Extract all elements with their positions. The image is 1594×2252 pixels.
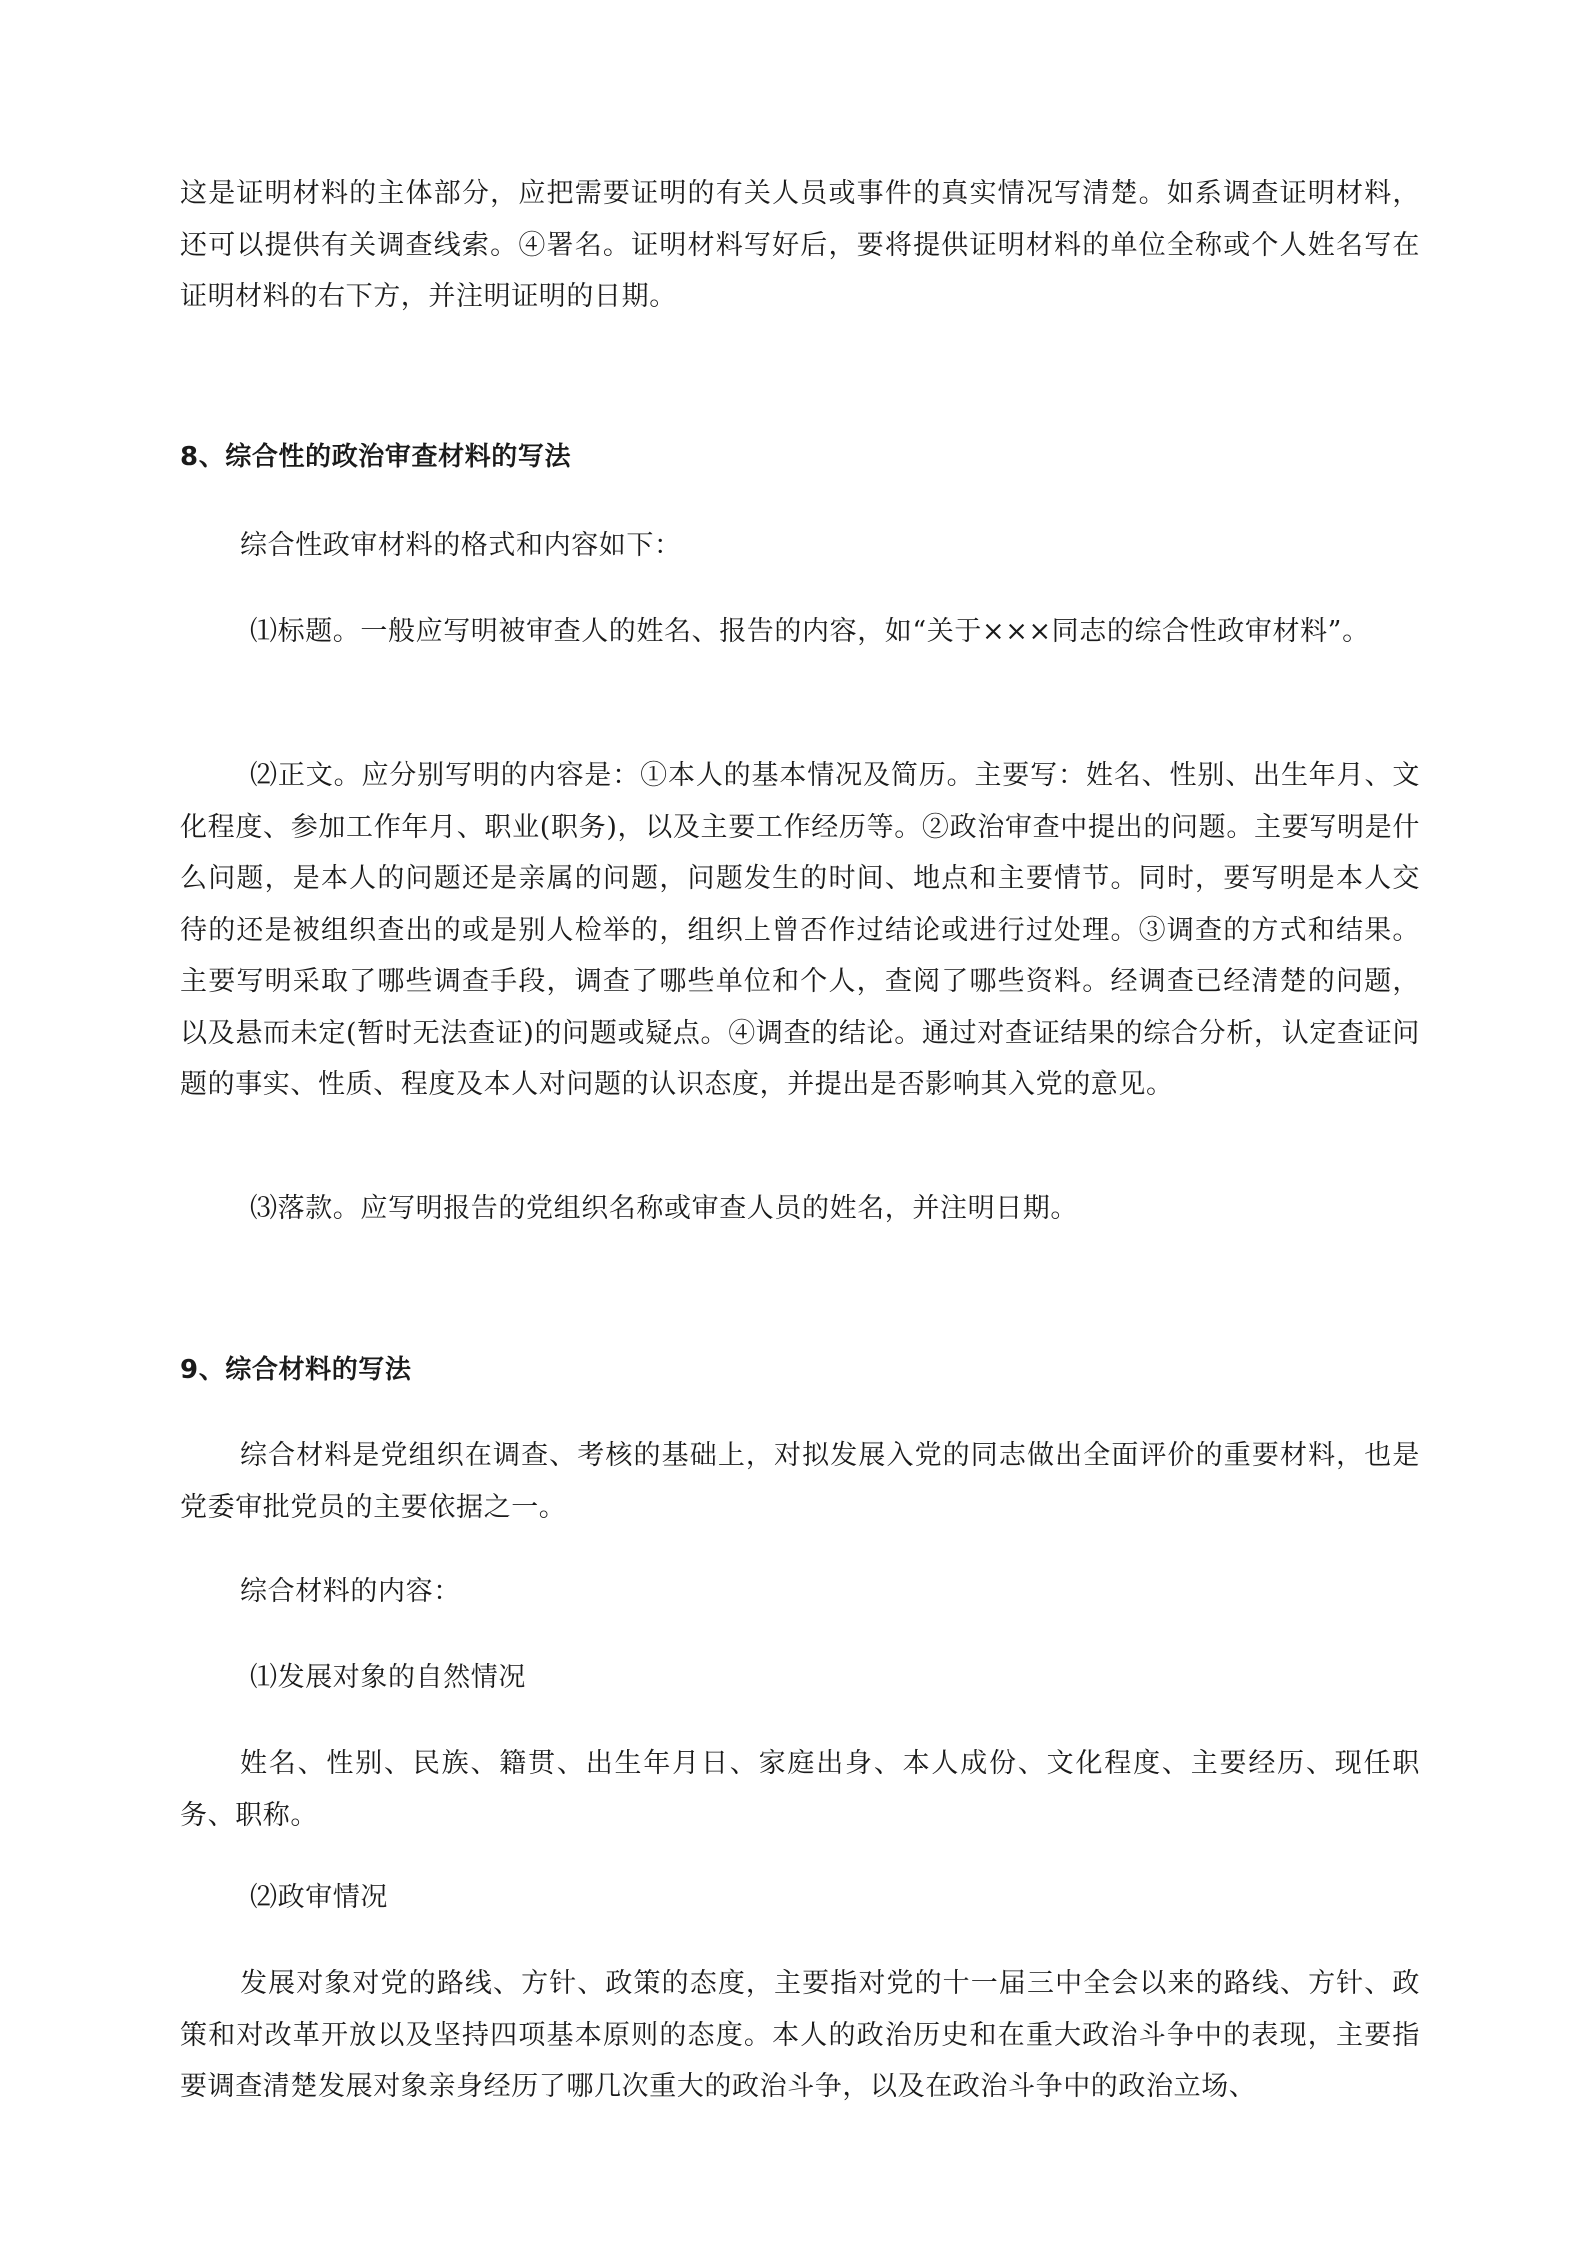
section-9-contents-label: 综合材料的内容： [240, 1576, 461, 1607]
section-8-item-body: ⑵正文。应分别写明的内容是：①本人的基本情况及简历。主要写：姓名、性别、出生年月、文化程度、参加工作年月、职业(职务)，以及主要工作经历等。②政治审查中提出的问题。主要写明是什么问题，是本人的问题还是亲属的问题，问题发生的时间、地点和主要情节。同时，要写明是本人交待的还是被组织查出的或是别人检举的，组织上曾否作过结论或进行过处理。③调查的方式和结果。主要写明采取了哪些调查手段，调查了哪些单位和个人，查阅了哪些资料。经调查已经清楚的问题，以及悬而未定(暂时无法查证)的问题或疑点。④调查的结论。通过对查证结果的综合分析，认定查证问题的事实、性质、程度及本人对问题的认识态度，并提出是否影响其入党的意见。 [180, 760, 1420, 1100]
section-9-item-body: 姓名、性别、民族、籍贯、出生年月日、家庭出身、本人成份、文化程度、主要经历、现任职务、职称。 [180, 1748, 1420, 1831]
section-9-item-title: ⑵政审情况 [250, 1882, 388, 1913]
section-8-heading: 8、综合性的政治审查材料的写法 [180, 442, 572, 472]
section-9-intro: 综合材料是党组织在调查、考核的基础上，对拟发展入党的同志做出全面评价的重要材料，也是党委审批党员的主要依据之一。 [180, 1440, 1420, 1523]
section-9-item-body: 发展对象对党的路线、方针、政策的态度，主要指对党的十一届三中全会以来的路线、方针、政策和对改革开放以及坚持四项基本原则的态度。本人的政治历史和在重大政治斗争中的表现，主要指要调查清楚发展对象亲身经历了哪几次重大的政治斗争，以及在政治斗争中的政治立场、 [180, 1968, 1420, 2102]
section-8-intro: 综合性政审材料的格式和内容如下： [240, 530, 682, 561]
section-8-item-signature: ⑶落款。应写明报告的党组织名称或审查人员的姓名，并注明日期。 [250, 1193, 1078, 1224]
section-8-item-title: ⑴标题。一般应写明被审查人的姓名、报告的内容，如“关于×××同志的综合性政审材料”。 [250, 616, 1370, 647]
section-9-item-title: ⑴发展对象的自然情况 [250, 1662, 526, 1693]
section-9-heading: 9、综合材料的写法 [180, 1355, 412, 1385]
continuation-paragraph: 这是证明材料的主体部分，应把需要证明的有关人员或事件的真实情况写清楚。如系调查证明材料，还可以提供有关调查线索。④署名。证明材料写好后，要将提供证明材料的单位全称或个人姓名写在证明材料的右下方，并注明证明的日期。 [180, 178, 1420, 312]
